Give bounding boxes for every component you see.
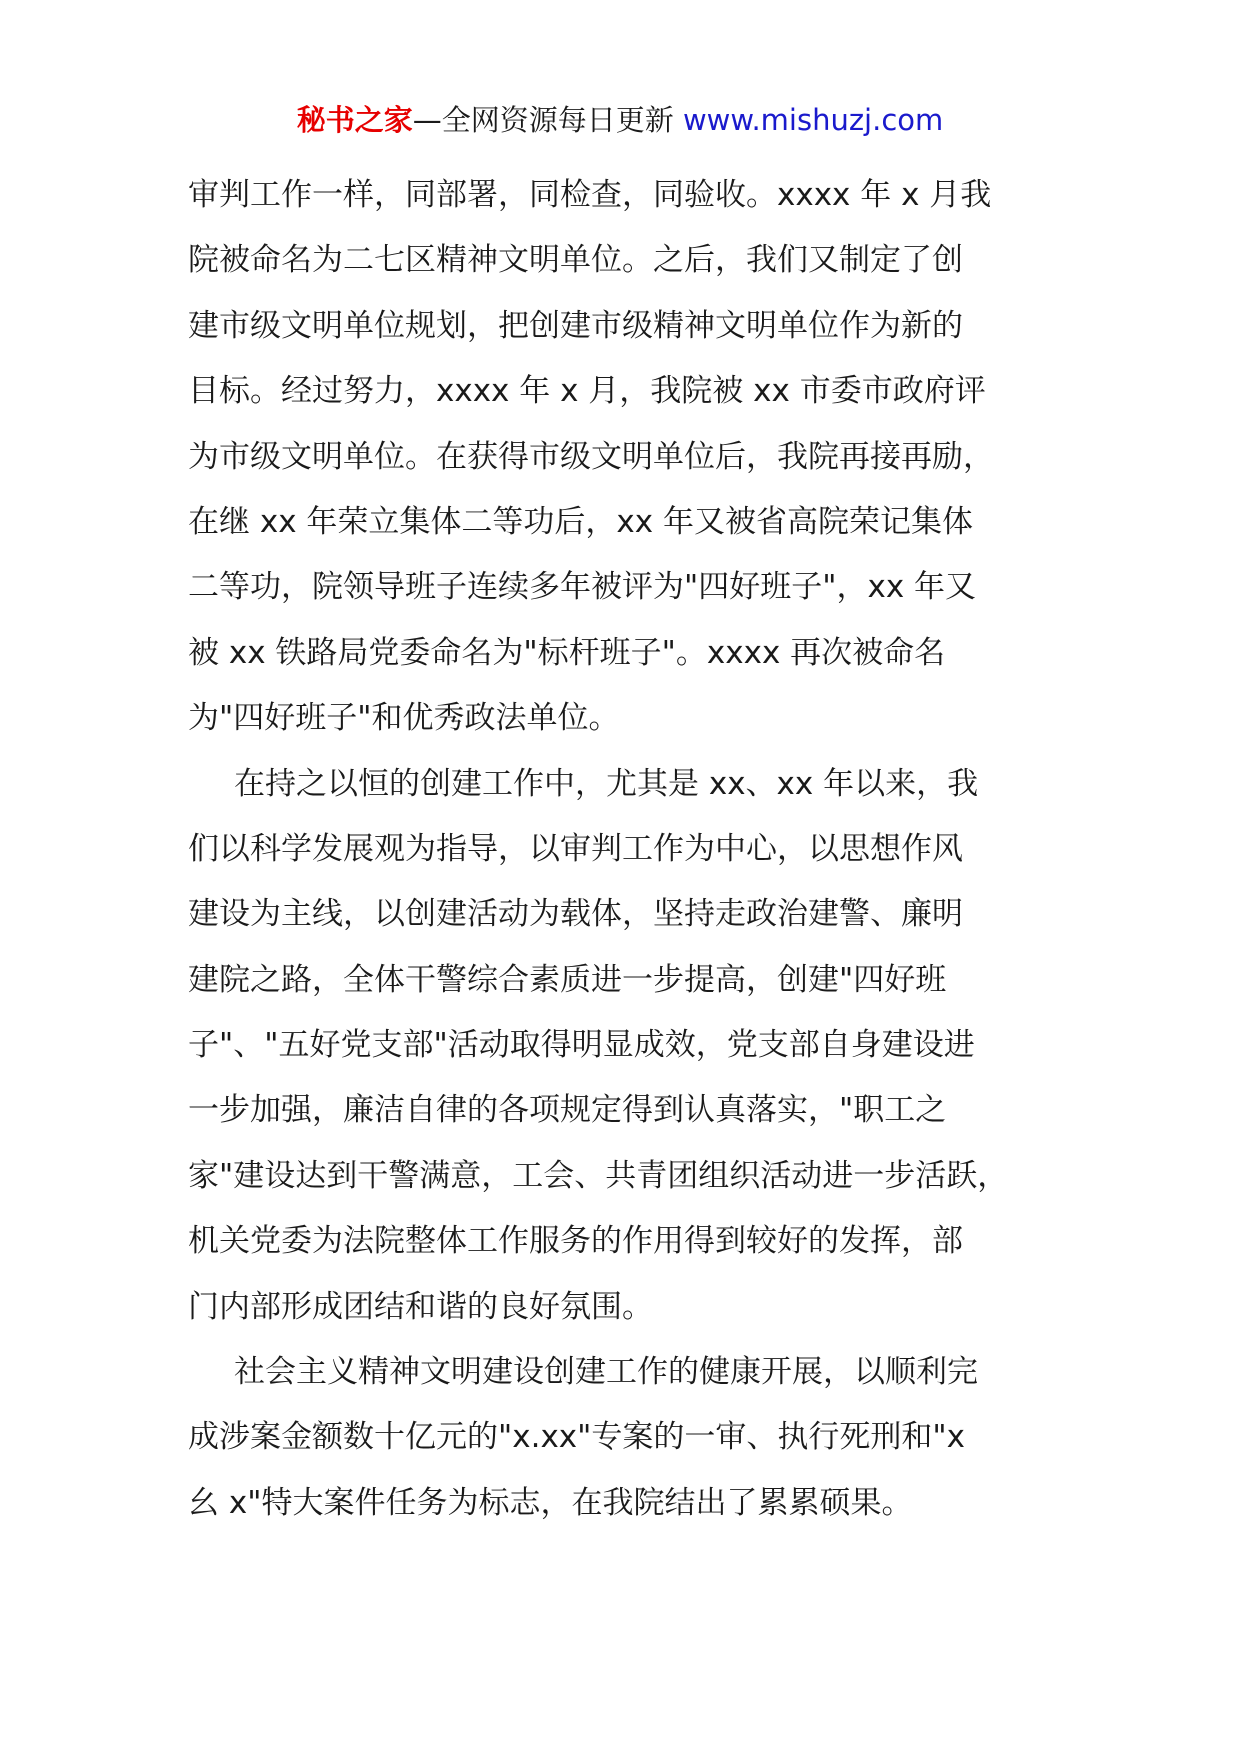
- text-line: 被 xx 铁路局党委命名为"标杆班子"。xxxx 再次被命名: [188, 634, 946, 671]
- document-body: [188, 163, 1088, 1536]
- text-line: 成涉案金额数十亿元的"x.xx"专案的一审、执行死刑和"x: [188, 1419, 966, 1456]
- text-line: 建院之路，全体干警综合素质进一步提高，创建"四好班: [188, 961, 947, 998]
- text-line: 门内部形成团结和谐的良好氛围。: [188, 1288, 653, 1325]
- text-line: 机关党委为法院整体工作服务的作用得到较好的发挥，部: [188, 1223, 963, 1260]
- site-url[interactable]: www.mishuzj.com: [682, 103, 944, 137]
- site-slogan: —全网资源每日更新: [412, 103, 674, 137]
- paragraph-first-line: 在持之以恒的创建工作中，尤其是 xx、xx 年以来，我: [234, 765, 979, 802]
- text-line: 建市级文明单位规划，把创建市级精神文明单位作为新的: [188, 307, 963, 344]
- text-line: 为"四好班子"和优秀政法单位。: [188, 700, 620, 737]
- text-line: 们以科学发展观为指导，以审判工作为中心，以思想作风: [188, 830, 963, 867]
- site-brand: 秘书之家: [296, 103, 413, 137]
- text-line: 在继 xx 年荣立集体二等功后，xx 年又被省高院荣记集体: [188, 503, 973, 540]
- text-line: 家"建设达到干警满意，工会、共青团组织活动进一步活跃，: [188, 1157, 1009, 1194]
- paragraph-first-line: 社会主义精神文明建设创建工作的健康开展，以顺利完: [234, 1354, 978, 1391]
- text-line: 为市级文明单位。在获得市级文明单位后，我院再接再励，: [188, 438, 994, 475]
- site-header: [0, 100, 1240, 140]
- text-line: 审判工作一样，同部署，同检查，同验收。xxxx 年 x 月我: [188, 177, 992, 213]
- text-line: 幺 x"特大案件任务为标志，在我院结出了累累硕果。: [188, 1484, 913, 1521]
- text-line: 院被命名为二七区精神文明单位。之后，我们又制定了创: [188, 242, 963, 279]
- text-line: 目标。经过努力，xxxx 年 x 月，我院被 xx 市委市政府评: [188, 373, 986, 410]
- text-line: 一步加强，廉洁自律的各项规定得到认真落实，"职工之: [188, 1092, 947, 1129]
- text-line: 子"、"五好党支部"活动取得明显成效，党支部自身建设进: [188, 1027, 975, 1064]
- text-line: 建设为主线，以创建活动为载体，坚持走政治建警、廉明: [188, 896, 963, 933]
- text-line: 二等功，院领导班子连续多年被评为"四好班子"，xx 年又: [188, 569, 977, 606]
